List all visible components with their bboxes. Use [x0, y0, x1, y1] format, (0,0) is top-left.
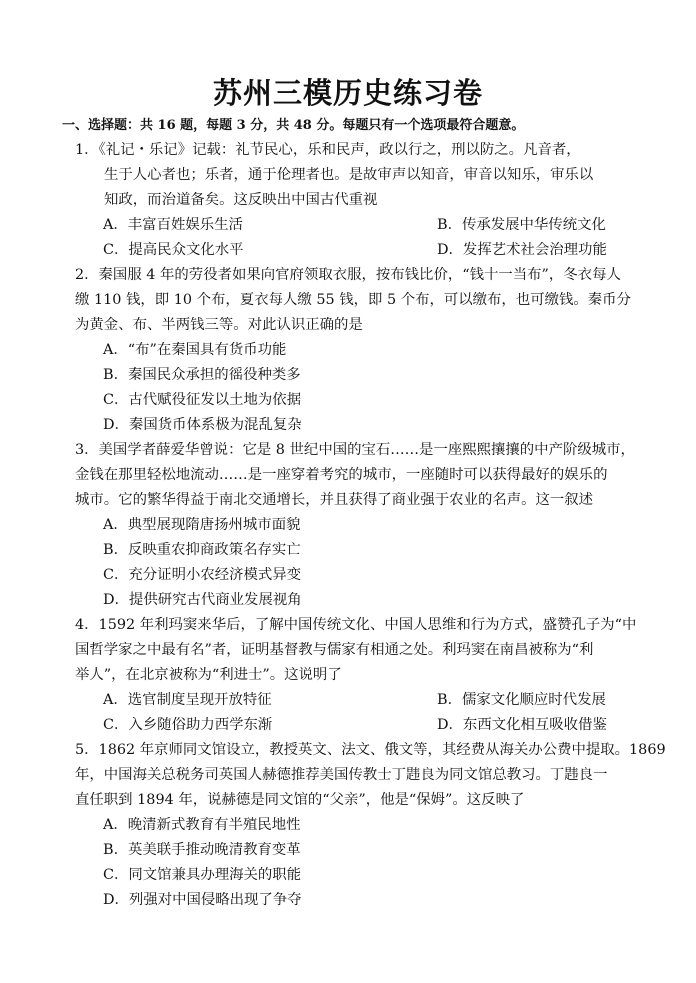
option-a: A．丰富百姓娱乐生活	[103, 217, 243, 233]
question-stem-line: 知政，而治道备矣。这反映出中国古代重视	[104, 192, 378, 208]
question-4	[0, 613, 696, 738]
option-b: B．传承发展中华传统文化	[437, 217, 606, 233]
option-c: C．同文馆兼具办理海关的职能	[103, 867, 302, 883]
question-list	[0, 138, 696, 913]
page-title: 苏州三模历史练习卷	[212, 76, 483, 110]
question-stem-line: 金钱在那里轻松地流动……是一座穿着考究的城市，一座随时可以获得最好的娱乐的	[75, 467, 608, 483]
option-a: A．典型展现隋唐扬州城市面貌	[103, 517, 301, 533]
question-stem-line: 直任职到 1894 年，说赫德是同文馆的“父亲”，他是“保姆”。这反映了	[75, 792, 525, 808]
question-stem-line: 生于人心者也；乐者，通于伦理者也。是故审声以知音，审音以知乐，审乐以	[104, 167, 594, 183]
question-2	[0, 263, 696, 438]
question-stem-line: 为黄金、布、半两钱三等。对此认识正确的是	[75, 317, 363, 333]
option-d: D．东西文化相互吸收借鉴	[437, 717, 607, 733]
option-b: B．秦国民众承担的徭役种类多	[103, 367, 301, 383]
question-stem-line: 5．1862 年京师同文馆设立，教授英文、法文、俄文等，其经费从海关办公费中提取。1869	[75, 742, 666, 758]
option-c: C．提高民众文化水平	[103, 242, 244, 258]
question-3	[0, 438, 696, 613]
question-stem-line: 年，中国海关总税务司英国人赫德推荐美国传教士丁韪良为同文馆总教习。丁韪良一	[75, 767, 608, 783]
option-c: C．充分证明小农经济模式异变	[103, 567, 302, 583]
option-c: C．入乡随俗助力西学东渐	[103, 717, 273, 733]
question-5	[0, 738, 696, 913]
section-instruction: 一、选择题：共 16 题，每题 3 分，共 48 分。每题只有一个选项最符合题意。	[62, 118, 525, 133]
question-stem-line: 国哲学家之中最有名”者，证明基督教与儒家有相通之处。利玛窦在南昌被称为“利	[75, 642, 594, 658]
option-a: A．晚清新式教育有半殖民地性	[103, 817, 301, 833]
option-a: A．“布”在秦国具有货币功能	[103, 342, 287, 358]
question-stem-line: 举人”，在北京被称为“利进士”。这说明了	[75, 667, 342, 683]
option-d: D．秦国货币体系极为混乱复杂	[103, 417, 302, 433]
option-d: D．发挥艺术社会治理功能	[437, 242, 607, 258]
question-stem-line: 2．秦国服 4 年的劳役者如果向官府领取衣服，按布钱比价，“钱十一当布”，冬衣每人	[75, 267, 621, 283]
question-stem-line: 1．《礼记・乐记》记载：礼节民心，乐和民声，政以行之，刑以防之。凡音者，	[75, 142, 581, 158]
option-c: C．古代赋役征发以土地为依据	[103, 392, 302, 408]
question-1	[0, 138, 696, 263]
option-d: D．列强对中国侵略出现了争夺	[103, 892, 302, 908]
question-stem-line: 缴 110 钱，即 10 个布，夏衣每人缴 55 钱，即 5 个布，可以缴布，也可缴钱。秦币分	[75, 292, 631, 308]
option-d: D．提供研究古代商业发展视角	[103, 592, 302, 608]
option-a: A．选官制度呈现开放特征	[103, 692, 272, 708]
question-stem-line: 4．1592 年利玛窦来华后，了解中国传统文化、中国人思维和行为方式，盛赞孔子为“中	[75, 617, 637, 633]
question-stem-line: 3．美国学者薛爱华曾说：它是 8 世纪中国的宝石……是一座熙熙攘攘的中产阶级城市，	[75, 442, 635, 458]
question-stem-line: 城市。它的繁华得益于南北交通增长，并且获得了商业强于农业的名声。这一叙述	[75, 492, 594, 508]
option-b: B．英美联手推动晚清教育变革	[103, 842, 301, 858]
option-b: B．儒家文化顺应时代发展	[437, 692, 606, 708]
option-b: B．反映重农抑商政策名存实亡	[103, 542, 301, 558]
